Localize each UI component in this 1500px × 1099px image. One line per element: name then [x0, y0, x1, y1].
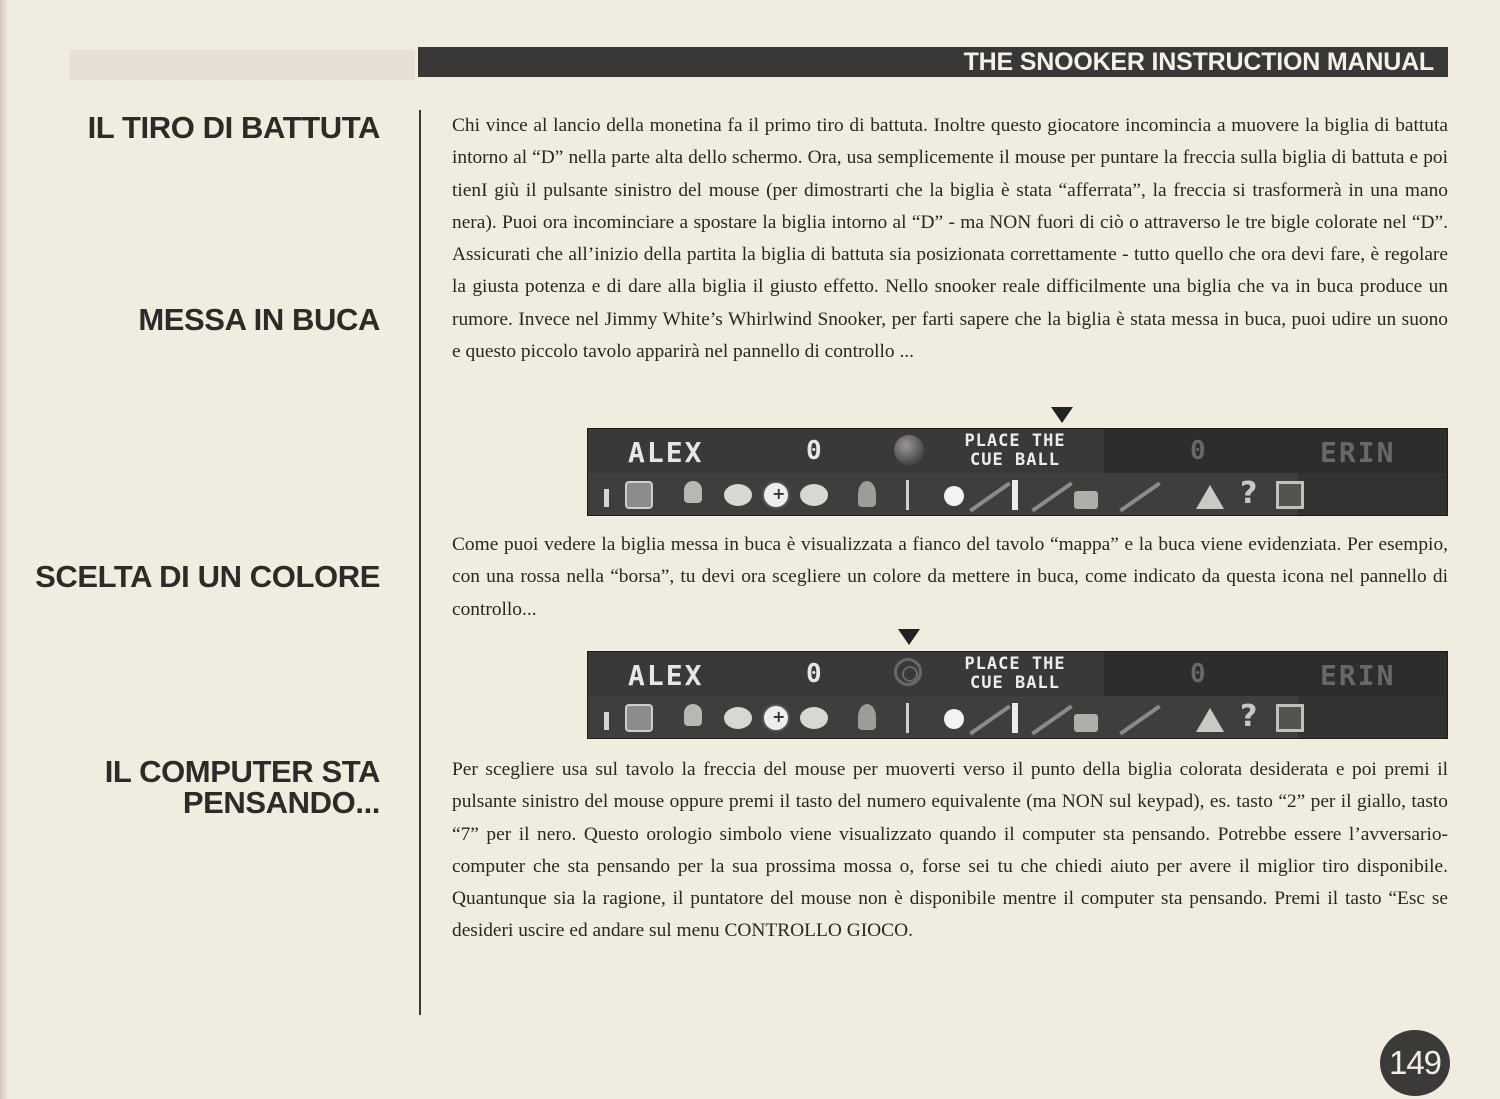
cue-angle-icon [1031, 482, 1073, 513]
rest-icon [1119, 482, 1161, 513]
triangle-rack-icon [1196, 485, 1224, 509]
header-bar [418, 47, 1448, 77]
heading-computer-pensando [105, 756, 380, 818]
player2-score: 0 [1190, 659, 1206, 689]
cue-icon [969, 482, 1011, 513]
pointer-arrow-icon [1051, 407, 1073, 423]
cube-icon [625, 704, 653, 732]
control-panel-screenshot [587, 428, 1448, 516]
spin-right-icon [800, 707, 828, 729]
player2-name: ERIN [1320, 436, 1396, 469]
status-message: PLACE THE CUE BALL [964, 431, 1066, 470]
panel-icon-row [588, 696, 1447, 739]
cue-angle-icon [1031, 705, 1073, 736]
spin-left-icon [724, 707, 752, 729]
status-message: PLACE THE CUE BALL [964, 654, 1066, 693]
target-icon [894, 658, 922, 686]
power-gauge-icon [604, 712, 609, 730]
triangle-rack-icon [1196, 708, 1224, 732]
player2-score: 0 [1190, 436, 1206, 466]
rest-icon [1119, 705, 1161, 736]
hand-icon [1074, 714, 1098, 732]
pin-icon [858, 704, 876, 730]
panel-icon-row [588, 473, 1447, 516]
info-icon [1012, 480, 1018, 510]
column-divider [419, 110, 421, 1015]
separator-icon [906, 703, 909, 733]
show-through-bar [70, 50, 415, 80]
paragraph-messa-in-buca: Come puoi vedere la biglia messa in buca è visualizzata a fianco del tavolo “mappa” e la buca viene evidenziata. Per esempio, con una rossa nella “borsa”, tu devi ora scegliere un colore da mettere in buca, come indicato da questa icona nel pannello di controllo... [452, 534, 1448, 620]
paragraph-scelta-colore: Per scegliere usa sul tavolo la freccia del mouse per muoverti verso il punto della biglia colorata desiderata e poi premi il pulsante sinistro del mouse oppure premi il tasto del numero equivalente (ma NON sul keypad), es. tasto “2” per il giallo, tasto “7” per il nero. Questo orologio simbolo viene visualizzato quando il computer sta pensando. Potrebbe essere l’avversario-computer che sta pensando per la sua prossima mossa o, forse sei tu che chiedi aiuto per avere il miglior tiro disponibile. Quantunque sia la ragione, il puntatore del mouse non è disponibile mentre il computer sta pensando. Premi il tasto “Esc se desideri uscire ed andare sul menu CONTROLLO GIOCO. [452, 759, 1448, 942]
page-gutter-shadow [0, 0, 8, 1099]
spin-right-icon [800, 484, 828, 506]
heading-line-1: IL COMPUTER STA [104, 754, 380, 789]
control-panel-screenshot [587, 651, 1448, 739]
pointer-arrow-icon [898, 629, 920, 645]
menu-window-icon [1276, 704, 1304, 732]
manual-title: THE SNOOKER INSTRUCTION MANUAL [963, 48, 1434, 76]
cue-ball-aim-icon [762, 481, 790, 509]
heading-scelta-colore: SCELTA DI UN COLORE [35, 559, 380, 594]
heading-line-2: PENSANDO... [182, 785, 380, 820]
page-number: 149 [1380, 1030, 1450, 1096]
menu-window-icon [1276, 481, 1304, 509]
chalk-icon [684, 481, 702, 503]
red-ball-icon [894, 435, 924, 465]
heading-tiro-di-battuta: IL TIRO DI BATTUTA [87, 110, 380, 145]
help-icon: ? [1240, 476, 1258, 511]
heading-messa-in-buca: MESSA IN BUCA [138, 302, 380, 337]
player1-score: 0 [806, 659, 822, 689]
separator-icon [906, 480, 909, 510]
chalk-icon [684, 704, 702, 726]
player1-name: ALEX [628, 659, 704, 692]
spin-left-icon [724, 484, 752, 506]
info-icon [1012, 703, 1018, 733]
hand-icon [1074, 491, 1098, 509]
player1-score: 0 [806, 436, 822, 466]
cue-ball-aim-icon [762, 704, 790, 732]
white-ball-icon [944, 709, 964, 729]
power-gauge-icon [604, 489, 609, 507]
pin-icon [858, 481, 876, 507]
help-icon: ? [1240, 699, 1258, 734]
white-ball-icon [944, 486, 964, 506]
paragraph-tiro-di-battuta: Chi vince al lancio della monetina fa il primo tiro di battuta. Inoltre questo giocatore incomincia a muovere la biglia di battuta intorno al “D” nella parte alta dello schermo. Ora, usa semplicemente il mouse per puntare la freccia sulla biglia di battuta e poi tienI giù il pulsante sinistro del mouse (per dimostrarti che la biglia è stata “afferrata”, la freccia si trasformerà in una mano nera). Puoi ora incominciare a spostare la biglia intorno al “D” - ma NON fuori di ciò o attraverso le tre bigle colorate nel “D”. Assicurati che all’inizio della partita la biglia di battuta sia posizionata correttamente - tutto quello che ora devi fare, è regolare la giusta potenza e di dare alla biglia il giusto effetto. Nello snooker reale difficilmente una biglia che va in buca produce un rumore. Invece nel Jimmy White’s Whirlwind Snooker, per farti sapere che la biglia è stata messa in buca, puoi udire un suono e questo piccolo tavolo apparirà nel pannello di controllo ... [452, 115, 1448, 363]
panel-top-row [588, 652, 1447, 696]
player1-name: ALEX [628, 436, 704, 469]
player2-name: ERIN [1320, 659, 1396, 692]
cue-icon [969, 705, 1011, 736]
panel-top-row [588, 429, 1447, 473]
cube-icon [625, 481, 653, 509]
